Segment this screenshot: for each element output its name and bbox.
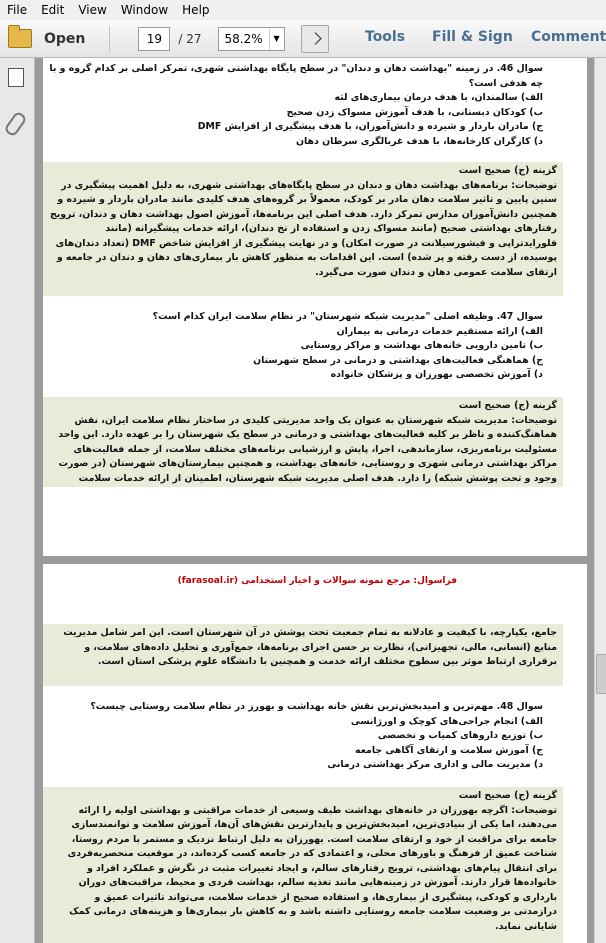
option: د) کارگران کارخانه‌ها، با هدف غربالگری سرطان دهان xyxy=(295,135,543,147)
menu-help[interactable]: Help xyxy=(182,3,210,17)
question-46 xyxy=(43,62,543,149)
menu-edit[interactable]: Edit xyxy=(41,3,65,17)
answer-body: توضیحات: اگرچه بهورزان در خانه‌های بهداشت طیف وسیعی از خدمات مراقبتی و بهداشتی اولیه را ارائه می‌دهند، اما یکی از بنیادی‌ترین، امیدبخش‌ترین و پایدارترین نقش‌های آن‌ها، آموزش سلامت و توانمندسازی جامعه برای مراقبت از خود و ارتقای سلامت است. بهورزان به دلیل ارتباط نزدیک و مستمر با مردم روستا، شناخت عمیق از فرهنگ و باورهای محلی، و اعتمادی که در جامعه کسب کرده‌اند، در موقعیت منحصربه‌فردی برای انتقال پیام‌های بهداشتی، ترویج رفتارهای سالم، و ایجاد تغییرات مثبت در نگرش و عملکرد افراد و خانواده‌ها قرار دارند. آموزش در زمینه‌هایی مانند تغذیه سالم، بهداشت فردی و محیط، مراقبت‌های دوران بارداری و کودکی، پیشگیری از بیماری‌ها، و استفاده صحیح از خدمات سلامت، می‌تواند تاثیرات عمیق و درازمدتی بر وضعیت سلامت جامعه روستایی داشته باشد و به کاهش بار بیماری‌ها و هزینه‌های درمانی کمک شایانی نماید. xyxy=(67,804,557,932)
tools-button[interactable]: Tools xyxy=(365,29,406,45)
fit-page-button[interactable] xyxy=(301,25,329,53)
folder-icon xyxy=(8,29,32,48)
option: ج) آموزش سلامت و ارتقای آگاهی جامعه xyxy=(355,744,543,756)
option: د) مدیریت مالی و اداری مرکز بهداشتی درمانی xyxy=(327,759,543,770)
toolbar xyxy=(0,20,606,58)
attachment-icon[interactable] xyxy=(3,110,27,137)
page-thumbnails-icon[interactable] xyxy=(8,68,24,87)
navigation-pane xyxy=(0,58,35,943)
open-button[interactable] xyxy=(8,25,85,53)
answer-body: جامع، یکپارچه، با کیفیت و عادلانه به تمام جمعیت تحت پوشش در آن شهرستان است. این امر شامل مدیریت منابع (انسانی، مالی، تجهیزاتی)، نظارت بر حسن اجرای برنامه‌ها، جمع‌آوری و تحلیل داده‌های سلامت، و برقراری ارتباط موثر بین سطوح مختلف ارائه خدمت و همچنین با دانشگاه علوم پزشکی استان است. xyxy=(63,627,557,667)
page-total: / 27 xyxy=(178,31,202,46)
menu-bar xyxy=(0,0,606,21)
menu-window[interactable]: Window xyxy=(120,3,169,17)
question-title: سوال 48. مهم‌ترین و امیدبخش‌ترین نقش خانه بهداشت و بهورز در نظام سلامت روستایی چیست؟ xyxy=(90,701,543,712)
vertical-scrollbar[interactable] xyxy=(594,58,606,943)
question-title: سوال 47. وظیفه اصلی "مدیریت شبکه شهرستان" در نظام سلامت ایران کدام است؟ xyxy=(152,311,543,322)
page-number-input[interactable]: 19 xyxy=(138,27,170,51)
chevron-down-icon[interactable]: ▼ xyxy=(269,28,284,50)
question-48 xyxy=(43,700,543,773)
answer-heading: گزینه (ج) صحیح است xyxy=(458,790,557,801)
option: ب) توزیع داروهای کمیاب و تخصصی xyxy=(377,730,543,741)
option: د) آموزش تخصصی بهورزان و پزشکان خانواده xyxy=(330,369,543,380)
answer-47 xyxy=(43,397,563,487)
answer-heading: گزینه (ج) صحیح است xyxy=(458,165,557,176)
zoom-value: 58.2% xyxy=(224,31,263,46)
zoom-select[interactable] xyxy=(218,27,285,51)
option: ب) کودکان دبستانی، با هدف آموزش مسواک زدن صحیح xyxy=(286,106,543,118)
question-title: سوال 46. در زمینه "بهداشت دهان و دندان" در سطح پایگاه بهداشتی شهری، تمرکز اصلی بر کدام گروه و با چه هدفی است؟ xyxy=(49,63,543,89)
scrollbar-thumb[interactable] xyxy=(596,654,606,694)
option: ب) تامین دارویی خانه‌های بهداشت و مراکز روستایی xyxy=(300,340,543,351)
option: الف) انجام جراحی‌های کوچک و اورژانسی xyxy=(350,715,543,727)
menu-file[interactable]: File xyxy=(7,3,28,17)
answer-47-continued xyxy=(43,624,563,686)
answer-body: توضیحات: برنامه‌های بهداشت دهان و دندان در سطح پایگاه‌های بهداشتی شهری، به دلیل اهمیت پیشگیری در سنین پایین و تاثیر سلامت دهان مادر بر کودک، معمولاً بر گروه‌های هدف کلیدی مانند مادران باردار و شیرده و همچنین دانش‌آموزان مدارس تمرکز دارد. هدف اصلی این برنامه‌ها، آموزش اصول بهداشت دهان و دندان، ترویج رفتارهای بهداشتی صحیح (مانند مسواک زدن و استفاده از نخ دندان)، ارائه خدمات پیشگیرانه (مانند فلورایدتراپی و فیشورسیلانت در صورت امکان) و در نهایت پیشگیری از افزایش شاخص DMF (تعداد دندان‌های پوسیده، از دست رفته و پر شده) است. این اقدامات به منظور کاهش بار بیماری‌های دهان و دندان در جامعه و ارتقای سلامت عمومی دهان و دندان صورت می‌گیرد. xyxy=(49,179,557,278)
fill-sign-button[interactable]: Fill & Sign xyxy=(432,29,513,45)
option: الف) سالمندان، با هدف درمان بیماری‌های لثه xyxy=(334,92,543,103)
option: ج) مادران باردار و شیرده و دانش‌آموزان، با هدف پیشگیری از افزایش DMF xyxy=(197,121,543,132)
toolbar-divider xyxy=(109,26,110,52)
answer-heading: گزینه (ج) صحیح است xyxy=(458,400,557,411)
option: الف) ارائه مستقیم خدمات درمانی به بیماران xyxy=(336,325,543,337)
pdf-page xyxy=(43,58,587,556)
answer-body: توضیحات: مدیریت شبکه شهرستان به عنوان یک واحد مدیریتی کلیدی در ساختار نظام سلامت ایران، نقش هماهنگ‌کننده و ناظر بر کلیه فعالیت‌های بهداشتی و درمانی در سطح یک شهرستان را بر عهده دارد. این واحد مسئولیت برنامه‌ریزی، سازماندهی، اجرا، پایش و ارزشیابی برنامه‌های مختلف سلامت، از جمله فعالیت‌های مراکز بهداشتی درمانی شهری و روستایی، خانه‌های بهداشت، و همچنین بیمارستان‌های شهرستان (در صورت وجود و تحت پوشش شبکه) را دارد. هدف اصلی مدیریت شبکه شهرستان، اطمینان از ارائه خدمات سلامت xyxy=(58,414,557,484)
answer-48 xyxy=(43,787,563,943)
document-viewport[interactable] xyxy=(35,58,594,943)
comment-button[interactable]: Comment xyxy=(531,29,606,45)
answer-46 xyxy=(43,162,563,296)
pdf-page xyxy=(43,564,587,943)
menu-view[interactable]: View xyxy=(78,3,107,17)
question-47 xyxy=(43,310,543,383)
site-label: فراسوال: مرجع نمونه سوالات و اخبار استخدامی (farasoal.ir) xyxy=(177,576,457,586)
open-label: Open xyxy=(44,30,86,47)
option: ج) هماهنگی فعالیت‌های بهداشتی و درمانی در سطح شهرستان xyxy=(253,354,543,366)
